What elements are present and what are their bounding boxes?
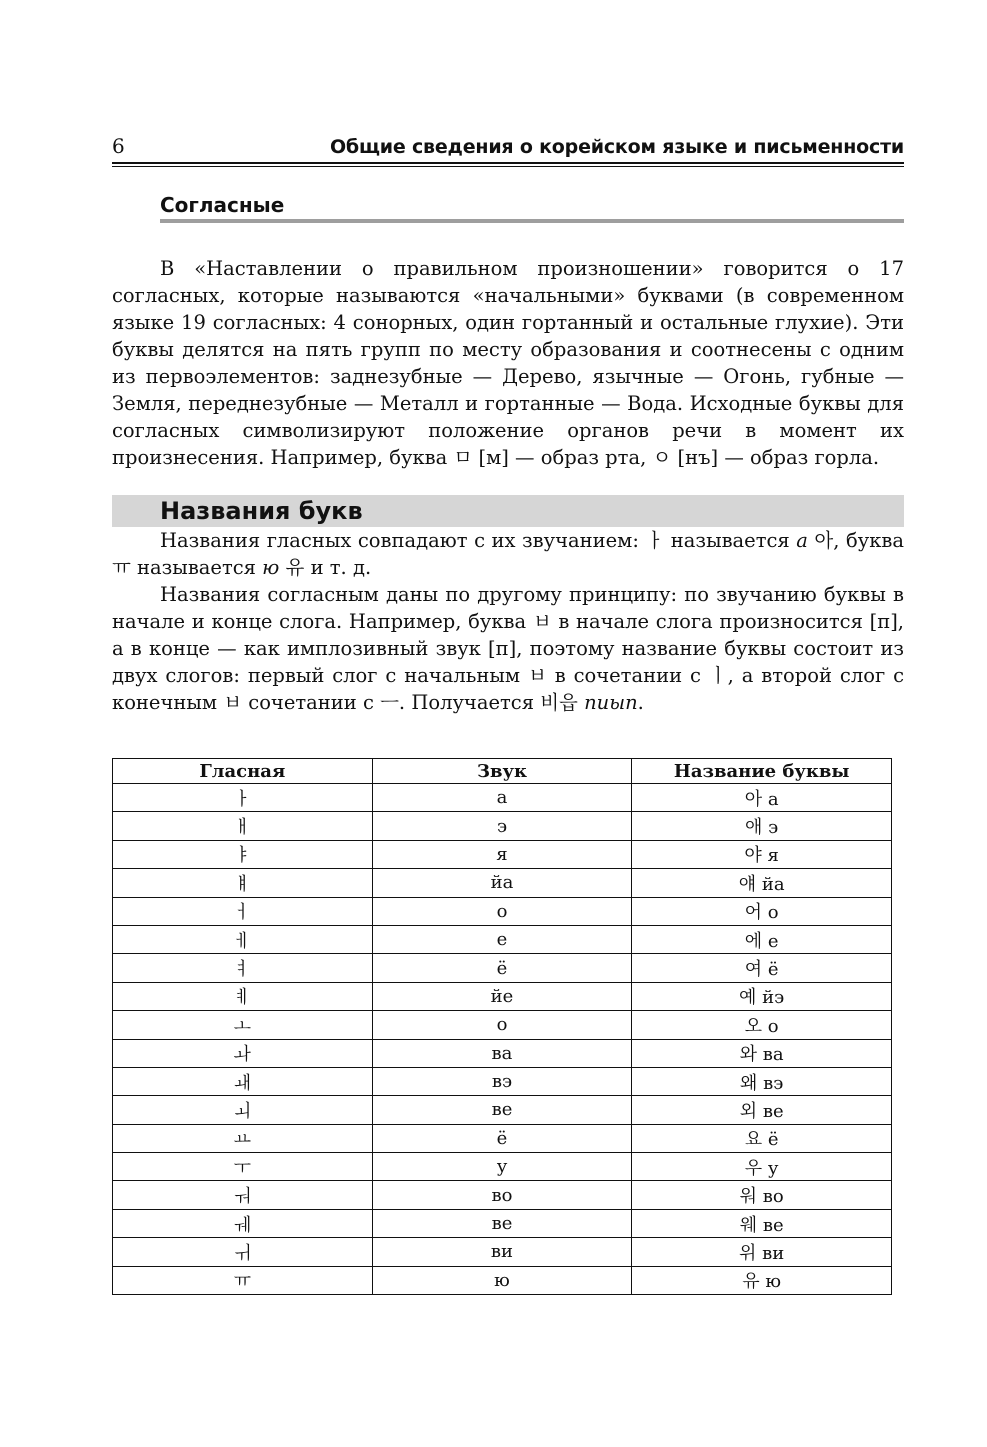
vowel-cell: ㅛ [113, 1124, 373, 1152]
sound-cell: а [372, 784, 632, 812]
sound-cell: ё [372, 954, 632, 982]
table-row [113, 869, 892, 897]
table-row [113, 1153, 892, 1181]
letter-name-cell: 예 йэ [632, 982, 892, 1010]
sound-cell: йе [372, 982, 632, 1010]
vowel-cell: ㅙ [113, 1067, 373, 1095]
table-row [113, 954, 892, 982]
vowel-cell: ㅠ [113, 1266, 373, 1294]
sound-cell: ве [372, 1096, 632, 1124]
letter-name-cell: 얘 йа [632, 869, 892, 897]
page [112, 128, 904, 1295]
table-row [113, 1266, 892, 1294]
letter-name-cell: 웨 ве [632, 1209, 892, 1237]
table-row [113, 812, 892, 840]
sound-cell: ю [372, 1266, 632, 1294]
vowel-cell: ㅗ [113, 1011, 373, 1039]
section-title: Согласные [160, 193, 285, 217]
names-paragraph-1 [112, 527, 904, 581]
sound-cell: е [372, 925, 632, 953]
vowel-cell: ㅕ [113, 954, 373, 982]
vowel-cell: ㅒ [113, 869, 373, 897]
vowel-cell: ㅓ [113, 897, 373, 925]
letter-name-cell: 어 о [632, 897, 892, 925]
table-row [113, 1067, 892, 1095]
letter-name-cell: 우 у [632, 1153, 892, 1181]
italic-run: а [796, 529, 808, 552]
sound-cell: во [372, 1181, 632, 1209]
table-row [113, 1181, 892, 1209]
column-header: Название буквы [632, 759, 892, 784]
consonants-paragraph: В «Наставлении о правильном произношении» говорится о 17 согласных, которые называются «начальными» буквами (в современном языке 19 согласных: 4 сонорных, один гортанный и остальные глухие). Эти буквы делятся на пять групп по месту образования и соотнесены с одним из первоэлементов: заднезубные — Дерево, язычные — Огонь, губные — Земля, переднезубные — Металл и гортанные — Вода. Исходные буквы для согласных символизируют положение органов речи в момент их произнесения. Например, буква ㅁ [м] — образ рта, ㅇ [нъ] — образ горла. [112, 257, 904, 469]
vowel-cell: ㅏ [113, 784, 373, 812]
vowel-cell: ㅟ [113, 1238, 373, 1266]
sound-cell: ви [372, 1238, 632, 1266]
vowel-cell: ㅔ [113, 925, 373, 953]
sound-cell: я [372, 840, 632, 868]
table-row [113, 897, 892, 925]
table-row [113, 784, 892, 812]
section-names-heading [112, 495, 904, 527]
sound-cell: у [372, 1153, 632, 1181]
letter-name-cell: 오 о [632, 1011, 892, 1039]
table-row [113, 1209, 892, 1237]
vowel-table [112, 758, 892, 1295]
letter-name-cell: 유 ю [632, 1266, 892, 1294]
letter-name-cell: 요 ё [632, 1124, 892, 1152]
table-row [113, 925, 892, 953]
letter-name-cell: 외 ве [632, 1096, 892, 1124]
text-run: 유 и т. д. [279, 556, 372, 579]
section-rule [160, 219, 904, 223]
sound-cell: э [372, 812, 632, 840]
sound-cell: ё [372, 1124, 632, 1152]
letter-name-cell: 왜 вэ [632, 1067, 892, 1095]
table-row [113, 1124, 892, 1152]
letter-name-cell: 애 э [632, 812, 892, 840]
italic-run: пиып [584, 691, 638, 714]
table-row [113, 1039, 892, 1067]
column-header: Гласная [113, 759, 373, 784]
letter-name-cell: 야 я [632, 840, 892, 868]
vowel-cell: ㅑ [113, 840, 373, 868]
table-row [113, 982, 892, 1010]
sound-cell: о [372, 1011, 632, 1039]
sound-cell: йа [372, 869, 632, 897]
sound-cell: вэ [372, 1067, 632, 1095]
text-run: . [637, 691, 644, 714]
column-header: Звук [372, 759, 632, 784]
running-title: Общие сведения о корейском языке и письменности [329, 136, 904, 158]
letter-name-cell: 아 а [632, 784, 892, 812]
table-header-row [113, 759, 892, 784]
letter-name-cell: 에 е [632, 925, 892, 953]
header-rule [112, 162, 904, 167]
names-paragraph-2 [112, 581, 904, 716]
text-run: Названия гласных совпадают с их звучанием: ㅏ называется [160, 529, 797, 552]
section-consonants-heading [160, 193, 904, 223]
letter-name-cell: 워 во [632, 1181, 892, 1209]
table-row [113, 1011, 892, 1039]
text-run: 아, буква ㅠ называется [112, 529, 904, 579]
vowel-cell: ㅜ [113, 1153, 373, 1181]
vowel-cell: ㅖ [113, 982, 373, 1010]
vowel-cell: ㅘ [113, 1039, 373, 1067]
vowel-cell: ㅚ [113, 1096, 373, 1124]
table-body [113, 784, 892, 1295]
sound-cell: ве [372, 1209, 632, 1237]
letter-name-cell: 여 ё [632, 954, 892, 982]
vowel-cell: ㅝ [113, 1181, 373, 1209]
letter-name-cell: 와 ва [632, 1039, 892, 1067]
text-run: Названия согласным даны по другому принципу: по звучанию буквы в начале и конце слога. Например, буква ㅂ в начале слога произносится [п], а в конце — как имплозивный звук [п], поэтому название буквы состоит из двух слогов: первый слог с начальным ㅂ в сочетании с ㅣ, а второй слог с конечным ㅂ сочетании с ㅡ. Получается 비읍 [112, 583, 904, 714]
vowel-cell: ㅐ [113, 812, 373, 840]
table-row [113, 1238, 892, 1266]
sound-cell: о [372, 897, 632, 925]
vowel-cell: ㅞ [113, 1209, 373, 1237]
section-title: Названия букв [160, 497, 363, 525]
table-row [113, 840, 892, 868]
page-number: 6 [112, 134, 125, 158]
table-row [113, 1096, 892, 1124]
italic-run: ю [262, 556, 280, 579]
running-head [112, 128, 904, 158]
sound-cell: ва [372, 1039, 632, 1067]
letter-name-cell: 위 ви [632, 1238, 892, 1266]
